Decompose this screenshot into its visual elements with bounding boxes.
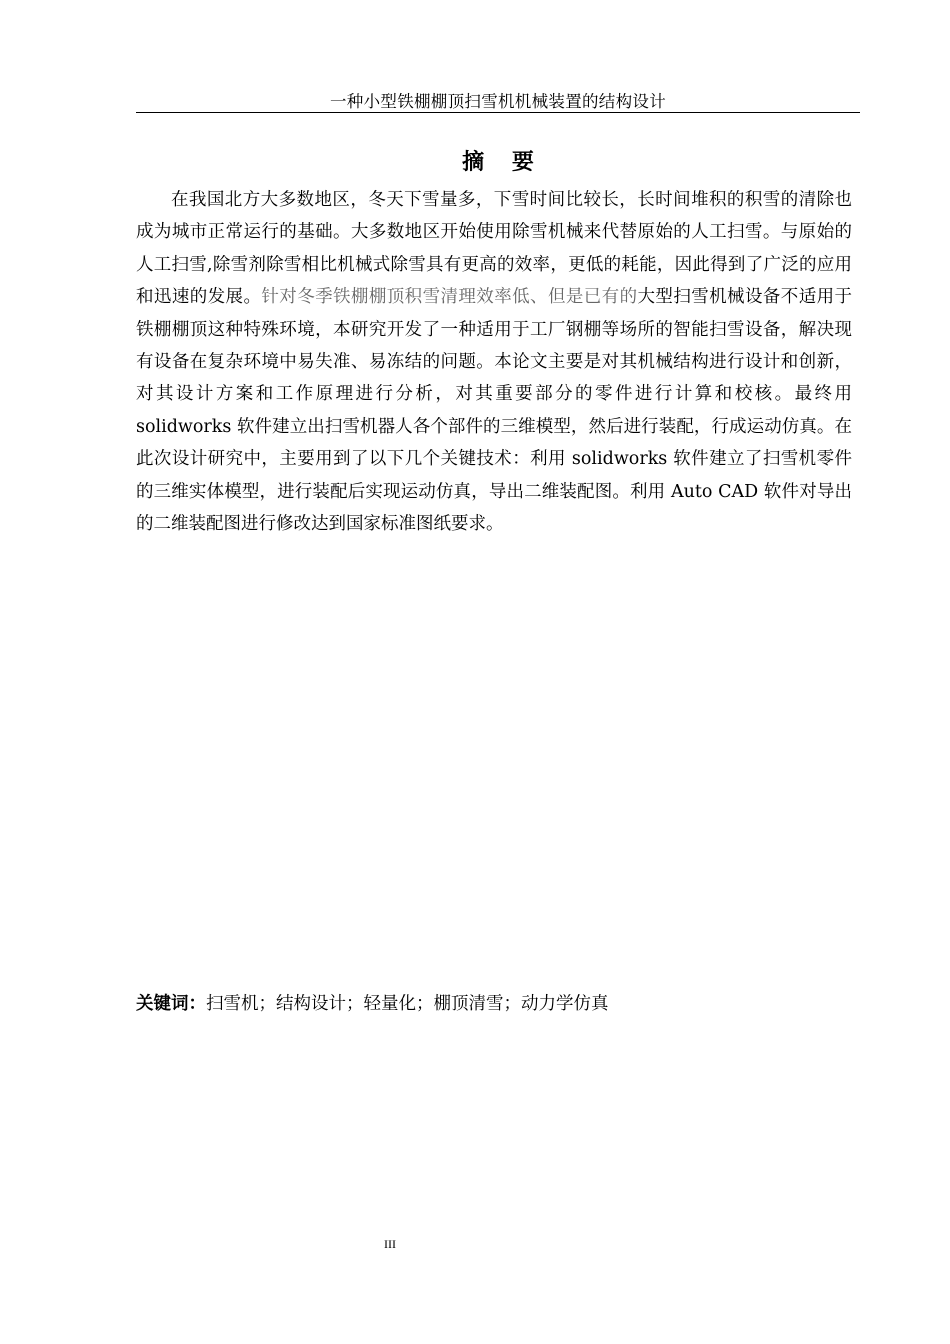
running-header-title: 一种小型铁棚棚顶扫雪机机械装置的结构设计 — [330, 92, 666, 111]
abstract-text-part2: 针对冬季铁棚棚顶积雪清理效率低、但是已有的 — [261, 287, 638, 308]
keywords-label: 关键词： — [136, 994, 206, 1014]
page-number: III — [384, 1237, 396, 1251]
abstract-heading: 摘 要 — [462, 150, 544, 175]
abstract-text-part3: 大型扫雪机械设备不适用于铁棚棚顶这种特殊环境，本研究开发了一种适用于工厂钢棚等场所的智能扫雪设备，解决现有设备在复杂环境中易失准、易冻结的问题。本论文主要是对其机械结构进行设计和创新，对其设计方案和工作原理进行分析，对其重要部分的零件进行计算和校核。最终用 solidworks 软件建立出扫雪机器人各个部件的三维模型，然后进行装配，行成运动仿真。在此次设计研究中，主要用到了以下几个关键技术：利用 solidworks 软件建立了扫雪机零件的三维实体模型，进行装配后实现运动仿真，导出二维装配图。利用 Auto CAD 软件对导出的二维装配图进行修改达到国家标准图纸要求。 — [136, 287, 853, 535]
keywords-text: 扫雪机；结构设计；轻量化；棚顶清雪；动力学仿真 — [206, 994, 609, 1014]
abstract-text-part1: 在我国北方大多数地区，冬天下雪量多，下雪时间比较长，长时间堆积的积雪的清除也成为城市正常运行的基础。大多数地区开始使用除雪机械来代替原始的人工扫雪。与原始的人工扫雪,除雪剂除雪相比机械式除雪具有更高的效率，更低的耗能，因此得到了广泛的应用和迅速的发展。 — [136, 190, 852, 308]
keywords-line — [136, 988, 852, 1020]
abstract-paragraph — [136, 184, 852, 540]
header-divider — [136, 112, 860, 113]
